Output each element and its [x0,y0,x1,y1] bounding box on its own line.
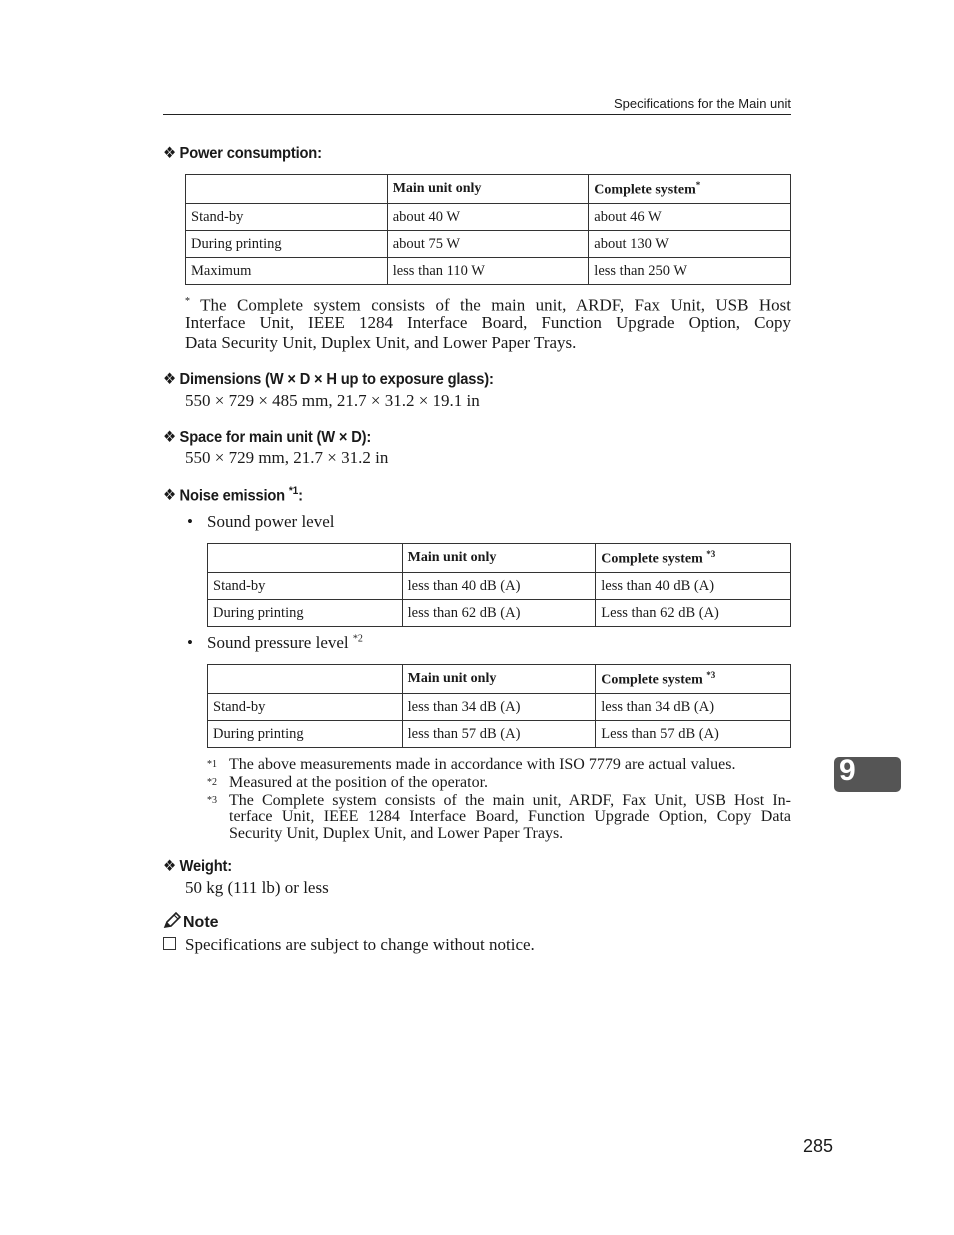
diamond-bullet-icon: ❖ [163,145,177,162]
col-header-complete-system [589,175,791,204]
diamond-bullet-icon: ❖ [163,858,177,875]
space-value: 550 × 729 mm, 21.7 × 31.2 in [185,448,389,467]
col-header-complete-system [596,665,791,694]
table-cell: less than 62 dB (A) [402,600,596,627]
noise-heading-mark: *1 [288,485,299,497]
footnote-text: The Complete system consists of the main unit, ARDF, Fax Unit, USB Host [200,295,791,315]
space-heading [163,427,371,447]
table-cell: less than 34 dB (A) [402,694,596,721]
footnote-mark: *2 [207,777,217,788]
col-header-text: Complete system [601,672,703,688]
sound-pressure-label: Sound pressure level [207,633,349,652]
noise-footnote-3-mark [207,792,217,813]
dimensions-heading-text: Dimensions (W × D × H up to exposure glass): [179,371,494,388]
col-header-mark: *3 [706,669,716,680]
table-cell: less than 40 dB (A) [596,573,791,600]
row-label: Stand-by [208,694,403,721]
space-heading-text: Space for main unit (W × D): [179,429,372,446]
dimensions-value: 550 × 729 × 485 mm, 21.7 × 31.2 × 19.1 in [185,391,480,410]
noise-heading [163,485,303,505]
power-footnote-line2: Interface Unit, IEEE 1284 Interface Board, Function Upgrade Option, Copy [185,313,791,332]
table-header-row [208,665,791,694]
table-cell: less than 40 dB (A) [402,573,596,600]
table-header-row [208,544,791,573]
col-header-main-unit: Main unit only [402,665,596,694]
diamond-bullet-icon: ❖ [163,487,177,505]
power-footnote-line3: Data Security Unit, Duplex Unit, and Lower Paper Trays. [185,333,577,352]
table-row [186,204,791,231]
checkbox-square-icon [163,937,176,950]
sound-pressure-mark: *2 [352,633,363,645]
note-item-text: Specifications are subject to change without notice. [185,935,535,954]
footnote-mark: * [185,296,190,307]
note-heading-text: Note [183,914,219,931]
noise-footnote-3-line1: The Complete system consists of the main unit, ARDF, Fax Unit, USB Host In- [229,792,791,809]
weight-value: 50 kg (111 lb) or less [185,878,329,897]
table-corner-cell [208,665,403,694]
bullet-dot-icon: • [187,512,193,531]
sound-pressure-bullet [187,633,363,653]
page-number: 285 [803,1136,834,1156]
diamond-bullet-icon: ❖ [163,429,177,446]
table-corner-cell [186,175,388,204]
table-row [186,258,791,285]
col-header-text: Complete system [601,551,703,567]
sound-power-bullet [187,512,334,532]
pencil-note-icon [163,911,183,929]
table-row [208,573,791,600]
power-table [185,174,791,285]
power-heading [163,143,322,163]
table-cell: less than 110 W [387,258,589,285]
weight-heading-text: Weight: [179,858,232,875]
power-heading-text: Power consumption: [179,145,322,162]
table-cell: about 46 W [589,204,791,231]
col-header-main-unit: Main unit only [402,544,596,573]
row-label: During printing [208,721,403,748]
note-item [163,935,535,955]
running-head: Specifications for the Main unit [613,96,791,111]
table-row [186,231,791,258]
table-row [208,694,791,721]
noise-footnote-3-line2: terface Unit, IEEE 1284 Interface Board, Function Upgrade Option, Copy Data [229,808,791,825]
table-corner-cell [208,544,403,573]
table-header-row [186,175,791,204]
chapter-number: 9 [839,754,856,787]
footnote-mark: *1 [207,759,217,770]
col-header-complete-system [596,544,791,573]
row-label: Stand-by [186,204,388,231]
table-cell: Less than 62 dB (A) [596,600,791,627]
noise-footnote-2: Measured at the position of the operator. [229,774,489,791]
diamond-bullet-icon: ❖ [163,371,177,388]
table-cell: about 40 W [387,204,589,231]
sound-power-table [207,543,791,627]
table-row [208,600,791,627]
table-cell: about 130 W [589,231,791,258]
noise-heading-text: Noise emission [179,487,285,505]
table-cell: about 75 W [387,231,589,258]
col-header-main-unit: Main unit only [387,175,589,204]
footnote-mark: *3 [207,795,217,806]
table-cell: less than 250 W [589,258,791,285]
noise-heading-colon: : [298,487,303,505]
row-label: Maximum [186,258,388,285]
table-cell: less than 34 dB (A) [596,694,791,721]
bullet-dot-icon: • [187,633,193,652]
table-cell: less than 57 dB (A) [402,721,596,748]
row-label: During printing [186,231,388,258]
col-header-mark: *3 [706,548,716,559]
col-header-mark: * [695,179,701,190]
sound-power-label: Sound power level [207,512,335,531]
sound-pressure-table [207,664,791,748]
col-header-text: Complete system [594,182,696,198]
table-row [208,721,791,748]
header-rule [163,114,791,115]
row-label: During printing [208,600,403,627]
table-cell: Less than 57 dB (A) [596,721,791,748]
row-label: Stand-by [208,573,403,600]
noise-footnote-3-line3: Security Unit, Duplex Unit, and Lower Paper Trays. [229,825,564,842]
note-heading [163,911,219,932]
dimensions-heading [163,369,494,389]
weight-heading [163,856,232,876]
noise-footnote-1: The above measurements made in accordance with ISO 7779 are actual values. [229,756,736,773]
